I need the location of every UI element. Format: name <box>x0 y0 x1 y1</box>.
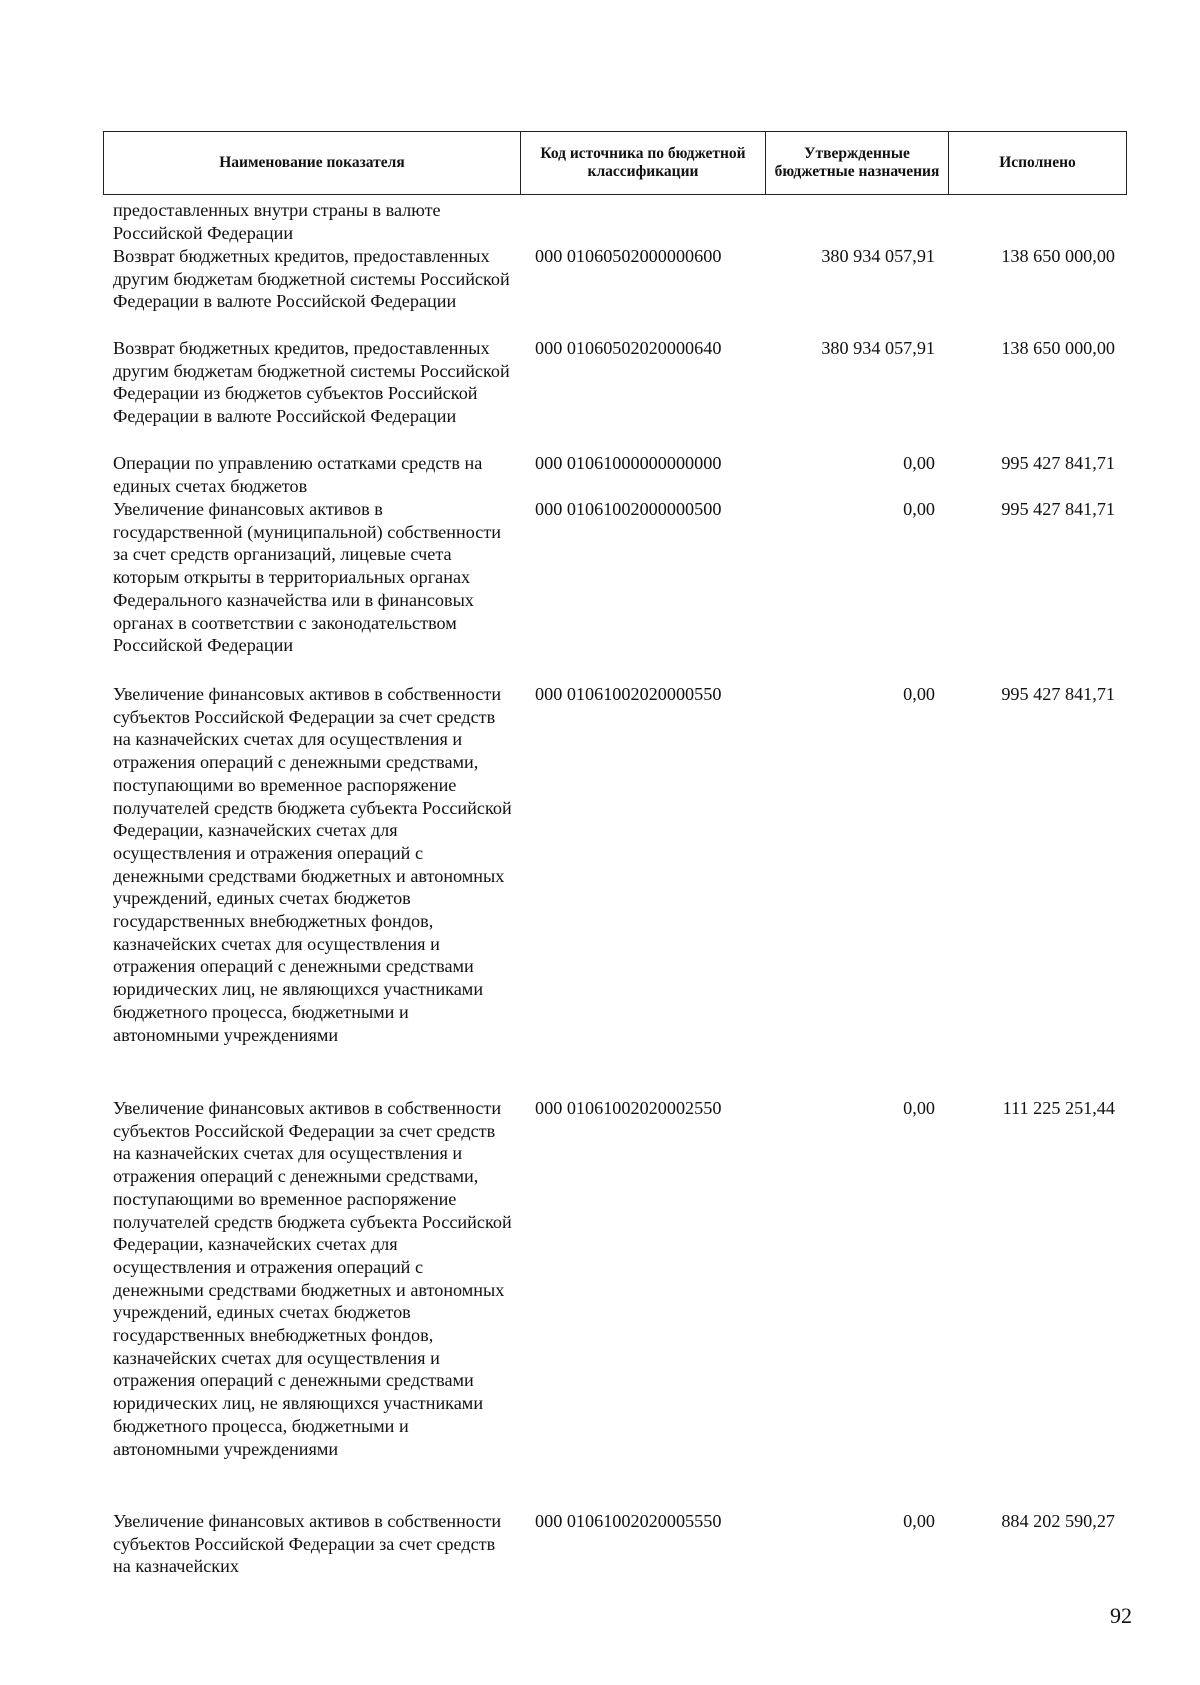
row-code: 000 01060502020000640 <box>535 338 722 358</box>
row-name: Возврат бюджетных кредитов, предоставленных другим бюджетам бюджетной системы Российской Федерации в валюте Российской Федерации <box>113 246 510 312</box>
header-code: Код источника по бюджетной классификации <box>521 132 766 194</box>
row-name: Операции по управлению остатками средств на единых счетах бюджетов <box>113 453 483 496</box>
header-name: Наименование показателя <box>104 132 521 194</box>
table-header <box>103 131 1127 195</box>
row-approved: 0,00 <box>903 1098 935 1118</box>
row-approved: 0,00 <box>903 453 935 473</box>
row-executed: 884 202 590,27 <box>1001 1511 1115 1531</box>
row-code: 000 01060502000000600 <box>535 246 722 266</box>
row-executed: 138 650 000,00 <box>1001 338 1115 358</box>
row-code: 000 01061002020002550 <box>535 1098 722 1118</box>
row-name: Возврат бюджетных кредитов, предоставленных другим бюджетам бюджетной системы Российской Федерации из бюджетов субъектов Российской Федерации в валюте Российской Федерации <box>113 338 510 427</box>
row-approved: 380 934 057,91 <box>821 338 935 358</box>
row-approved: 0,00 <box>903 684 935 704</box>
row-approved: 0,00 <box>903 1511 935 1531</box>
row-name: Увеличение финансовых активов в собственности субъектов Российской Федерации за счет средств на казначейских счетах для осуществления и отражения операций с денежными средствами, поступающими во временное распоряжение получателей средств бюджета субъекта Российской Федерации, казначейских счетах для осуществления и отражения операций с денежными средствами бюджетных и автономных учреждений, единых счетах бюджетов государственных внебюджетных фондов, казначейских счетах для осуществления и отражения операций с денежными средствами юридических лиц, не являющихся участниками бюджетного процесса, бюджетными и автономными учреждениями <box>113 684 512 1045</box>
row-executed: 995 427 841,71 <box>1001 499 1115 519</box>
row-code: 000 01061000000000000 <box>535 453 722 473</box>
row-name: Увеличение финансовых активов в собственности субъектов Российской Федерации за счет средств на казначейских счетах для осуществления и отражения операций с денежными средствами, поступающими во временное распоряжение получателей средств бюджета субъекта Российской Федерации, казначейских счетах для осуществления и отражения операций с денежными средствами бюджетных и автономных учреждений, единых счетах бюджетов государственных внебюджетных фондов, казначейских счетах для осуществления и отражения операций с денежными средствами юридических лиц, не являющихся участниками бюджетного процесса, бюджетными и автономными учреждениями <box>113 1098 512 1459</box>
row-approved: 380 934 057,91 <box>821 246 935 266</box>
row-code: 000 01061002020000550 <box>535 684 722 704</box>
row-executed: 138 650 000,00 <box>1001 246 1115 266</box>
row-code: 000 01061002000000500 <box>535 499 722 519</box>
row-code: 000 01061002020005550 <box>535 1511 722 1531</box>
row-executed: 995 427 841,71 <box>1001 453 1115 473</box>
row-name: Увеличение финансовых активов в собственности субъектов Российской Федерации за счет средств на казначейских <box>113 1511 502 1577</box>
row-executed: 995 427 841,71 <box>1001 684 1115 704</box>
page-number: 92 <box>1110 1603 1132 1628</box>
header-approved: Утвержденные бюджетные назначения <box>766 132 949 194</box>
row-name: предоставленных внутри страны в валюте Российской Федерации <box>113 200 441 243</box>
header-executed: Исполнено <box>999 154 1076 171</box>
row-name: Увеличение финансовых активов в государственной (муниципальной) собственности за счет средств организаций, лицевые счета которым открыты в территориальных органах Федерального казначейства или в финансовых органах в соответствии с законодательством Российской Федерации <box>113 499 502 656</box>
row-approved: 0,00 <box>903 499 935 519</box>
row-executed: 111 225 251,44 <box>1002 1098 1115 1118</box>
